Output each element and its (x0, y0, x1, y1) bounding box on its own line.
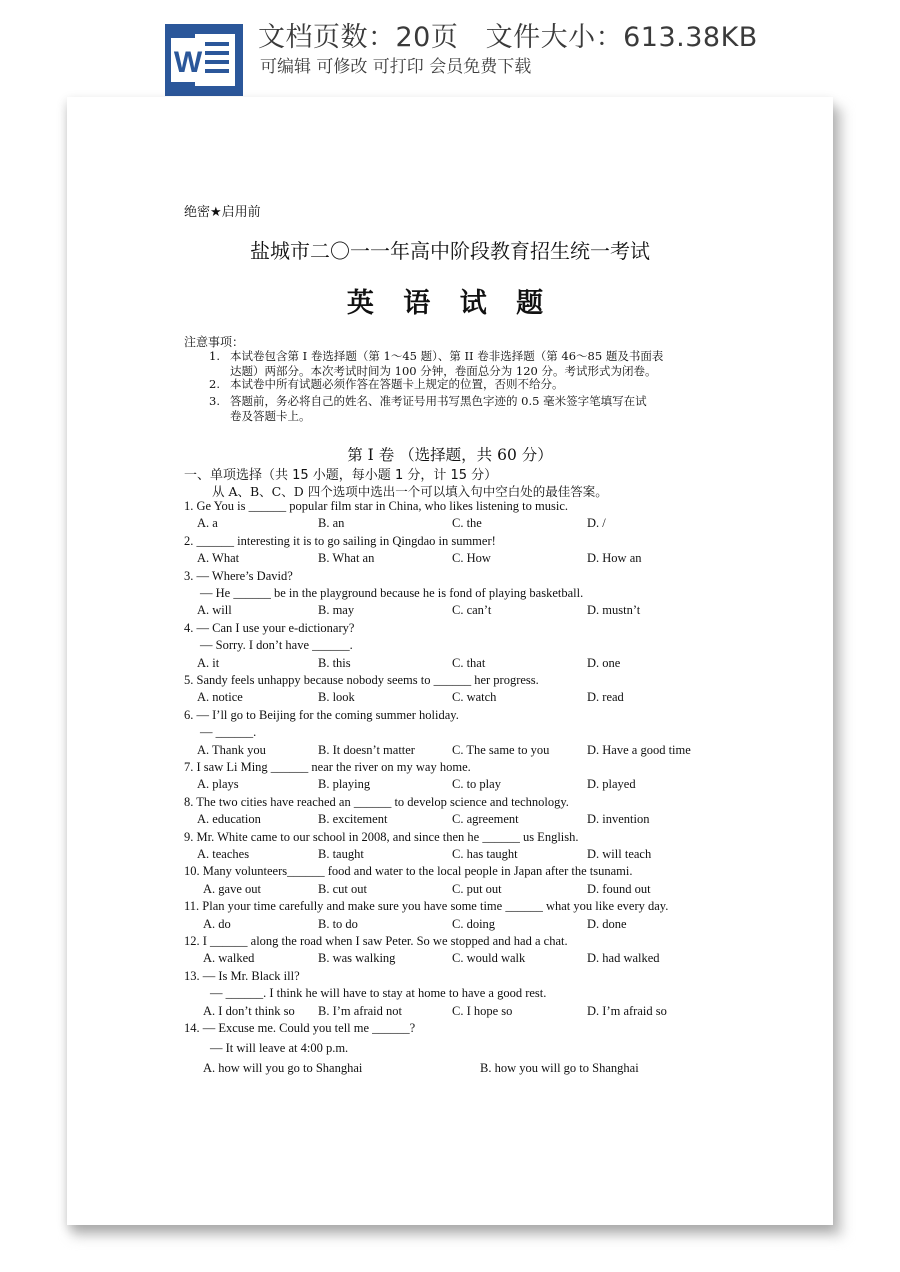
answer-option: C. that (452, 655, 486, 670)
question-text: 3. — Where’s David? (184, 568, 293, 583)
question-text: 1. Ge You is ______ popular film star in China, who likes listening to music. (184, 499, 569, 513)
question-text: — Sorry. I don’t have ______. (200, 638, 353, 653)
answer-option: C. I hope so (452, 1003, 513, 1018)
answer-option: B. cut out (318, 881, 367, 896)
answer-option: D. found out (587, 881, 651, 896)
answer-option: D. done (587, 916, 627, 931)
question-text: 11. Plan your time carefully and make sure you have some time ______ what you like every day. (184, 899, 669, 914)
note-number: 3. (209, 394, 220, 408)
answer-option: B. an (318, 516, 345, 531)
answer-option: A. how will you go to Shanghai (203, 1061, 363, 1075)
answer-option: B. may (318, 603, 355, 618)
note-line: 卷及答题卡上。 (230, 409, 311, 423)
document-info-title: 文档页数：20页 文件大小：613.38KB (258, 22, 758, 53)
answer-option: B. It doesn’t matter (318, 742, 415, 757)
question-text: — ______. I think he will have to stay at home to have a good rest. (210, 986, 547, 1001)
download-banner (0, 0, 900, 100)
answer-option: A. notice (197, 690, 243, 705)
note-number: 1. (209, 349, 220, 363)
answer-option: D. one (587, 655, 621, 670)
question-text: 4. — Can I use your e-dictionary? (184, 620, 355, 635)
question-text: — It will leave at 4:00 p.m. (210, 1041, 349, 1055)
question-text: 12. I ______ along the road when I saw Peter. So we stopped and had a chat. (184, 934, 568, 948)
answer-option: C. to play (452, 777, 501, 792)
exam-title: 盐城市二〇一一年高中阶段教育招生统一考试 (250, 239, 650, 263)
question-text: 6. — I’ll go to Beijing for the coming summer holiday. (184, 707, 459, 722)
answer-option: B. What an (318, 551, 375, 566)
answer-option: A. plays (197, 777, 239, 792)
answer-option: C. How (452, 551, 491, 566)
answer-option: A. do (203, 916, 231, 931)
answer-option: C. watch (452, 690, 497, 705)
answer-option: A. will (197, 603, 232, 618)
answer-option: C. doing (452, 916, 496, 931)
subject-title: 英 语 试 题 (346, 288, 554, 319)
question-text: 5. Sandy feels unhappy because nobody seems to ______ her progress. (184, 673, 539, 687)
secret-mark: 绝密★启用前 (184, 205, 261, 220)
answer-option: B. I’m afraid not (318, 1003, 403, 1018)
question-text: 10. Many volunteers______ food and water to the local people in Japan after the tsunami. (184, 864, 633, 879)
instruction-text: 从 A、B、C、D 四个选项中选出一个可以填入句中空白处的最佳答案。 (212, 484, 608, 499)
note-number: 2. (209, 377, 220, 391)
answer-option: C. has taught (452, 847, 518, 861)
answer-option: C. would walk (452, 951, 526, 966)
answer-option: D. will teach (587, 847, 652, 861)
note-line: 本试卷包含第 I 卷选择题（第 1～45 题）、第 II 卷非选择题（第 46～85 题及书面表 (230, 349, 664, 363)
answer-option: A. I don’t think so (203, 1003, 295, 1018)
question-text: — He ______ be in the playground because he is fond of playing basketball. (200, 586, 584, 600)
answer-option: A. education (197, 812, 261, 827)
answer-option: A. Thank you (197, 742, 266, 757)
answer-option: D. / (587, 516, 606, 531)
document-page (67, 97, 833, 1225)
question-text: 13. — Is Mr. Black ill? (184, 968, 300, 983)
answer-option: B. this (318, 655, 351, 670)
answer-option: D. mustn’t (587, 603, 641, 618)
answer-option: A. it (197, 655, 220, 670)
question-text: 2. ______ interesting it is to go sailing in Qingdao in summer! (184, 533, 496, 548)
answer-option: A. teaches (197, 847, 250, 861)
question-text: 7. I saw Li Ming ______ near the river on my way home. (184, 760, 471, 774)
answer-option: B. was walking (318, 951, 396, 966)
answer-option: C. put out (452, 881, 502, 896)
note-line: 答题前，务必将自己的姓名、准考证号用书写黑色字迹的 0.5 毫米签字笔填写在试 (230, 394, 647, 408)
answer-option: D. had walked (587, 951, 660, 966)
answer-option: C. The same to you (452, 742, 550, 757)
notes-heading: 注意事项： (184, 335, 245, 349)
question-text: — ______. (200, 725, 257, 740)
document-body (67, 97, 833, 1225)
question-text: 8. The two cities have reached an ______ to develop science and technology. (184, 794, 569, 809)
answer-option: A. a (197, 516, 218, 531)
question-text: 14. — Excuse me. Could you tell me ______? (184, 1021, 416, 1035)
answer-option: B. playing (318, 777, 371, 792)
question-text: 9. Mr. White came to our school in 2008, and since then he ______ us English. (184, 829, 579, 844)
answer-option: A. What (197, 551, 240, 566)
part-title: 第 I 卷 （选择题，共 60 分） (347, 446, 553, 464)
answer-option: A. walked (203, 951, 255, 966)
answer-option: B. to do (318, 916, 358, 931)
note-line: 本试卷中所有试题必须作答在答题卡上规定的位置，否则不给分。 (230, 377, 564, 391)
answer-option: D. played (587, 777, 636, 792)
answer-option: B. look (318, 690, 355, 705)
answer-option: A. gave out (203, 881, 261, 896)
answer-option: D. I’m afraid so (587, 1003, 667, 1018)
word-document-icon (165, 24, 243, 96)
answer-option: D. invention (587, 812, 650, 827)
document-info-subtitle: 可编辑 可修改 可打印 会员免费下载 (260, 57, 532, 77)
section-title: 一、单项选择（共 15 小题，每小题 1 分，计 15 分） (184, 468, 498, 483)
note-line: 达题）两部分。本次考试时间为 100 分钟，卷面总分为 120 分。考试形式为闭卷。 (230, 364, 657, 378)
answer-option: D. How an (587, 551, 642, 566)
answer-option: D. read (587, 690, 624, 705)
answer-option: D. Have a good time (587, 742, 691, 757)
answer-option: B. how you will go to Shanghai (480, 1061, 639, 1075)
answer-option: C. agreement (452, 812, 519, 827)
answer-option: C. the (452, 516, 482, 531)
svg-text:W: W (173, 46, 203, 79)
answer-option: C. can’t (452, 603, 492, 618)
answer-option: B. taught (318, 847, 364, 861)
answer-option: B. excitement (318, 812, 388, 827)
